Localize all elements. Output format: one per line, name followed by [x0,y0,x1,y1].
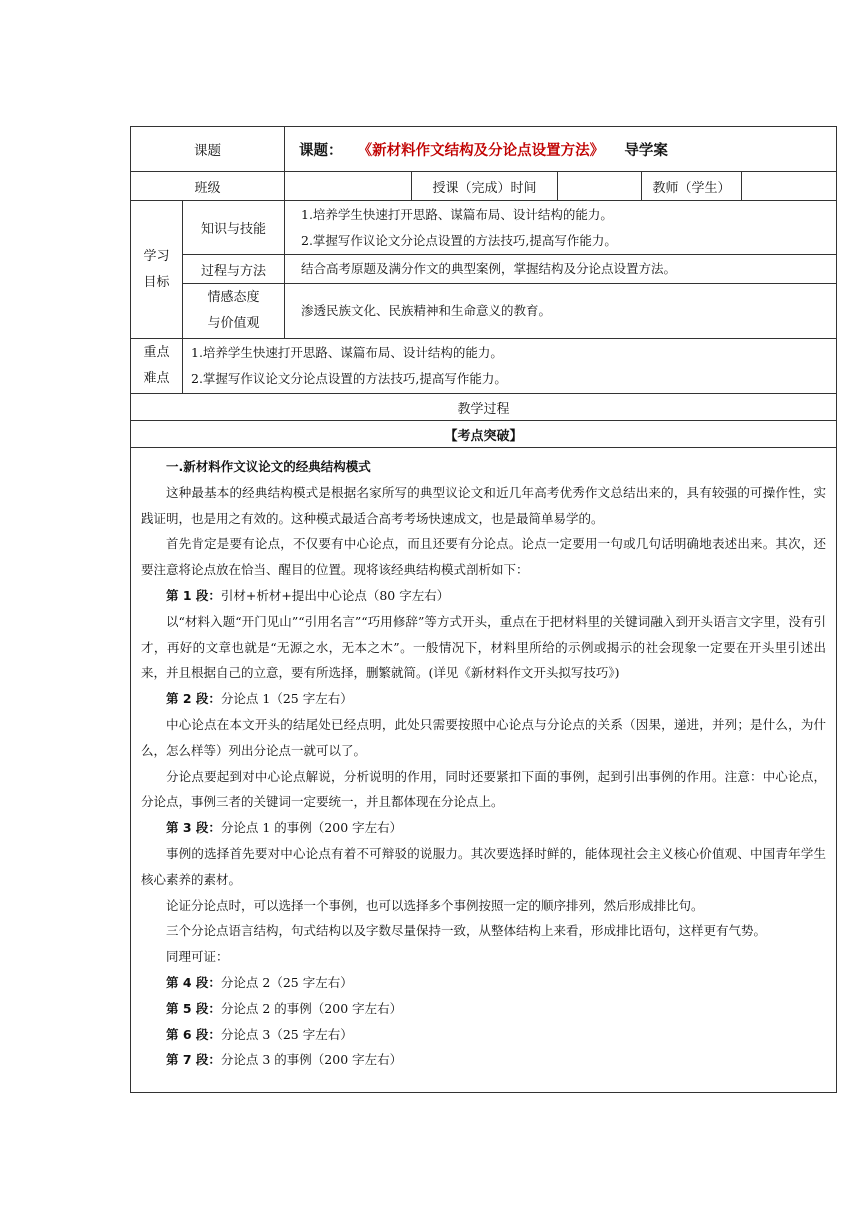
step-7 [141,1047,826,1073]
objectives-label-line2: 目标 [143,274,170,290]
step-text: 分论点 2（25 字左右） [220,974,353,990]
objective-row-process [131,255,837,284]
step-6 [141,1022,826,1048]
lesson-plan-table [130,126,837,1093]
time-value [558,172,642,201]
class-label: 班级 [131,172,285,201]
key-points-label [131,339,183,394]
topic-label: 课题 [131,127,285,172]
content-row [131,448,837,1093]
time-label: 授课（完成）时间 [412,172,558,201]
step-text: 分论点 2 的事例（200 字左右） [220,1000,403,1016]
objective-label-values-line2: 与价值观 [207,316,260,331]
objective-text-knowledge [285,201,837,255]
info-row [131,172,837,201]
class-value [285,172,412,201]
key-points-text [183,339,837,394]
key-points-row [131,339,837,394]
step-label: 第 7 段： [166,1052,221,1068]
step-3 [141,815,826,841]
objectives-label-line1: 学习 [143,248,170,264]
key-points-label-line1: 重点 [143,345,170,360]
objective-row-knowledge [131,201,837,255]
objective-label-values [183,284,285,339]
objective-label-process: 过程与方法 [183,255,285,284]
paragraph: 同理可证： [166,949,229,965]
objective-label-knowledge: 知识与技能 [183,201,285,255]
title-highlight: 《新材料作文结构及分论点设置方法》 [357,142,605,159]
objective-text-process: 结合高考原题及满分作文的典型案例，掌握结构及分论点设置方法。 [285,255,837,284]
step-1 [141,583,826,609]
objective-text-values: 渗透民族文化、民族精神和生命意义的教育。 [285,284,837,339]
paragraph: 以“材料入题“开门见山”“引用名言”“巧用修辞”等方式开头，重点在于把材料里的关键词融入到开头语言文字里，没有引才，再好的文章也就是“无源之水，无本之木”。一般情况下，材料里所给的示例或揭示的社会现象一定要在开头里引述出来，并且根据自己的立意，要有所选择，删繁就简。(详见《新材料作文开头拟写技巧》) [141,613,827,681]
title-suffix: 导学案 [624,142,668,159]
key-point-line: 1.培养学生快速打开思路、谋篇布局、设计结构的能力。 [191,345,503,360]
objective-row-values [131,284,837,339]
paragraph: 中心论点在本文开头的结尾处已经点明，此处只需要按照中心论点与分论点的关系（因果，递进，并列；是什么，为什么，怎么样等）列出分论点一就可以了。 [141,716,827,758]
objective-line: 1.培养学生快速打开思路、谋篇布局、设计结构的能力。 [301,206,613,222]
lesson-plan-page [130,126,836,1093]
step-text: 引材+析材+提出中心论点（80 字左右） [220,587,450,603]
step-label: 第 3 段： [166,820,221,836]
objective-line: 2.掌握写作议论文分论点设置的方法技巧,提高写作能力。 [301,232,617,248]
step-label: 第 1 段： [166,587,221,603]
paragraph: 这种最基本的经典结构模式是根据名家所写的典型议论文和近几年高考优秀作文总结出来的，具有较强的可操作性，实践证明，也是用之有效的。这种模式最适合高考考场快速成文，也是最简单易学的。 [141,484,827,526]
objective-label-values-line1: 情感态度 [207,290,260,305]
step-4 [141,970,826,996]
step-text: 分论点 1 的事例（200 字左右） [220,820,403,836]
step-label: 第 4 段： [166,974,221,990]
teacher-value [742,172,837,201]
teacher-label: 教师（学生） [642,172,742,201]
paragraph: 论证分论点时，可以选择一个事例，也可以选择多个事例按照一定的顺序排列，然后形成排比句。 [166,897,704,913]
step-label: 第 6 段： [166,1026,221,1042]
step-text: 分论点 1（25 字左右） [220,691,353,707]
step-label: 第 2 段： [166,691,221,707]
paragraph: 三个分论点语言结构，句式结构以及字数尽量保持一致，从整体结构上来看，形成排比语句，这样更有气势。 [166,923,767,939]
key-points-label-line2: 难点 [143,371,170,386]
paragraph: 事例的选择首先要对中心论点有着不可辩驳的说服力。其次要选择时鲜的，能体现社会主义核心价值观、中国青年学生核心素养的素材。 [141,845,827,887]
content-body [131,448,837,1093]
process-title: 教学过程 [131,394,837,421]
step-text: 分论点 3 的事例（200 字左右） [220,1052,403,1068]
page-title [285,127,837,172]
process-title-row [131,394,837,421]
section-heading: 一.新材料作文议论文的经典结构模式 [166,459,371,474]
step-5 [141,996,826,1022]
objectives-label [131,201,183,339]
step-text: 分论点 3（25 字左右） [220,1026,353,1042]
title-row [131,127,837,172]
title-prefix: 课题： [299,142,343,159]
breakthrough-title: 【考点突破】 [131,421,837,448]
key-point-line: 2.掌握写作议论文分论点设置的方法技巧,提高写作能力。 [191,371,507,386]
paragraph: 分论点要起到对中心论点解说，分析说明的作用，同时还要紧扣下面的事例，起到引出事例的作用。注意：中心论点，分论点，事例三者的关键词一定要统一，并且都体现在分论点上。 [141,768,827,810]
paragraph: 首先肯定是要有论点，不仅要有中心论点，而且还要有分论点。论点一定要用一句或几句话明确地表述出来。其次，还要注意将论点放在恰当、醒目的位置。现将该经典结构模式剖析如下： [141,536,827,578]
step-2 [141,686,826,712]
step-label: 第 5 段： [166,1000,221,1016]
breakthrough-title-row [131,421,837,448]
